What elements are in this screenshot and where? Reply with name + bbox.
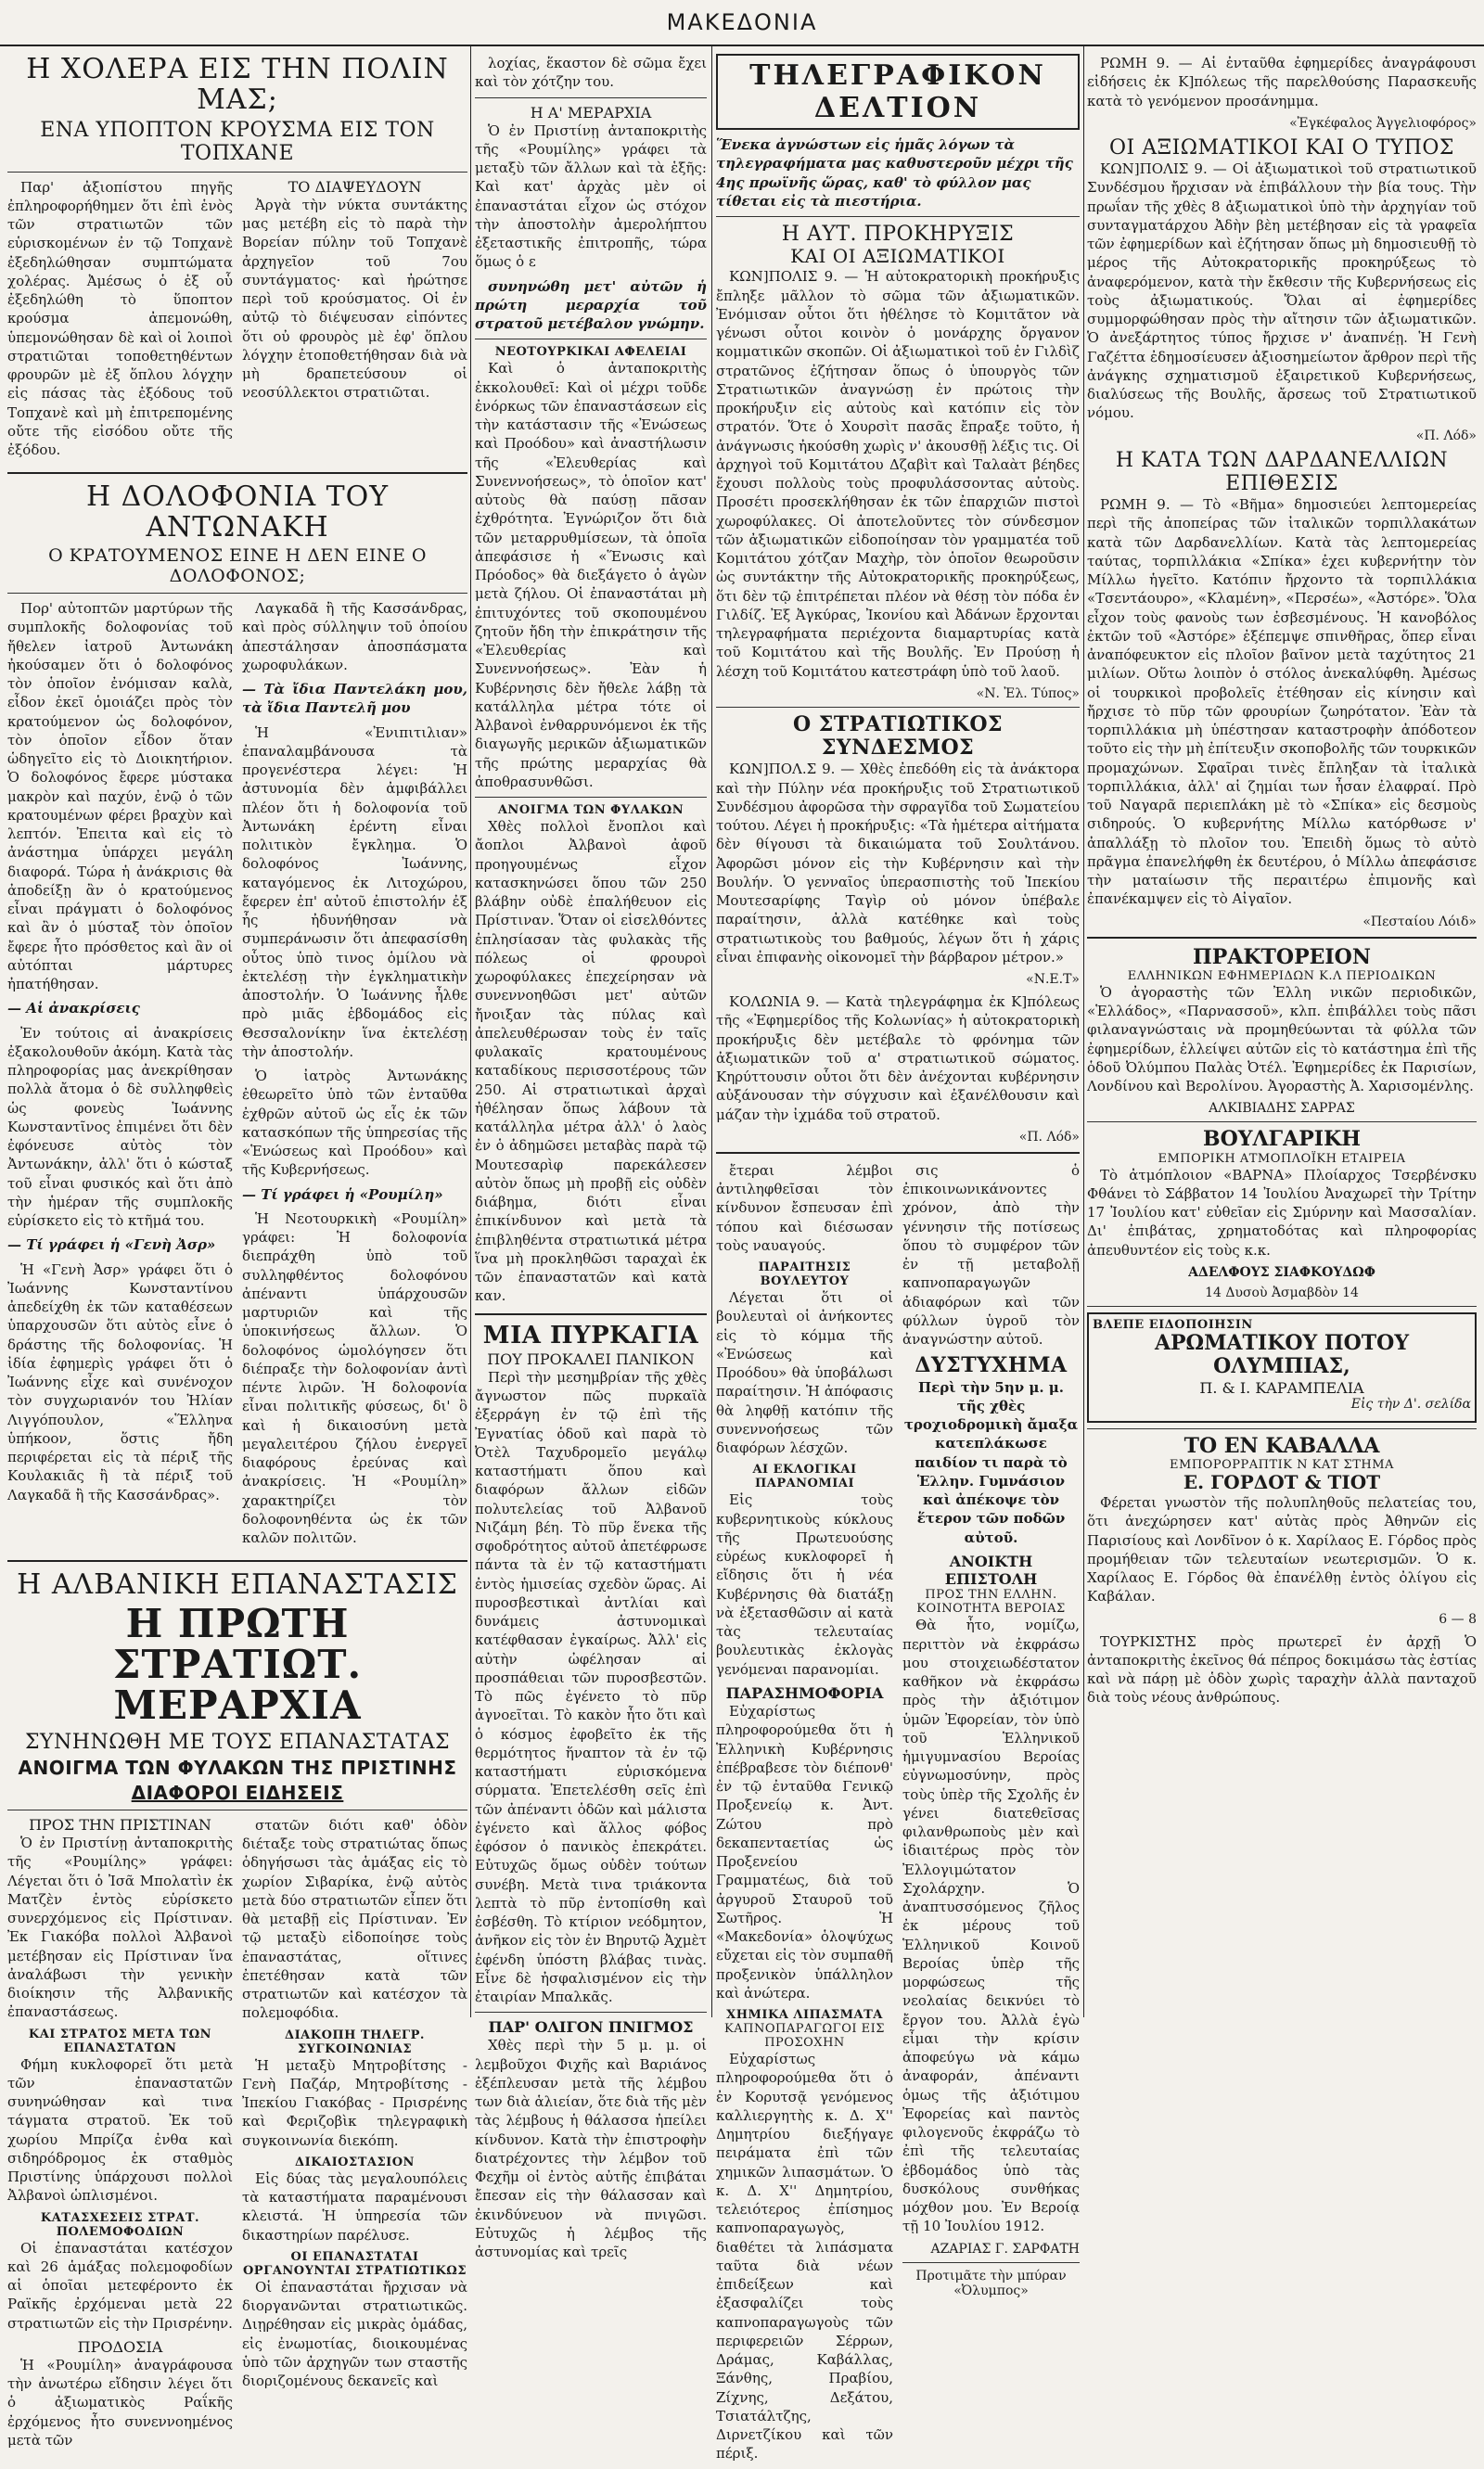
headline-open-letter: ΑΝΟΙΚΤΗ ΕΠΙΣΤΟΛΗ xyxy=(944,1552,1038,1589)
ad-text: Φέρεται γνωστὸν τῆς πολυπληθοῦς πελατείας του, ὅτι ἀνεχώρησεν κατ' αὐτὰς πρὸς Ἀθηνῶν εἰς Παρισίους καὶ Λονδῖνον ὁ κ. Χαρίλαος Ε. Γόρδος πρὸς προμήθειαν τῶν τελευταίων νεωτερισμῶν. Ὁ κ. Χαρίλαος Ε. Γόρδος θὰ ἐπανέλθῃ ἐντὸς ὀλίγου εἰς Καβάλαν. xyxy=(1087,1494,1477,1605)
section-heading: ΝΕΟΤΟΥΡΚΙΚΑΙ ΑΦΕΛΕΙΑΙ xyxy=(494,345,687,360)
section-heading: ΧΗΜΙΚΑ ΛΙΠΑΣΜΑΤΑ xyxy=(726,2008,883,2023)
section-heading: — Αἱ ἀνακρίσεις xyxy=(7,1000,140,1017)
ad-signature: ΑΛΚΙΒΙΑΔΗΣ ΣΑΡΡΑΣ xyxy=(1209,1101,1355,1117)
masthead-title: ΜΑΚΕΔΟΝΙΑ xyxy=(666,9,818,35)
article-text: Παρ' ἀξιοπίστου πηγῆς ἐπληροφορήθημεν ὅτι ἐπὶ ἑνὸς τῶν στρατιωτῶν τῶν εὑρισκομένων ἐν τῷ Τοπχανὲ ἐξεδηλώθησαν συμπτώματα χολέρας. Ἀμέσως ὁ ἐξ οὗ ἐξεδηλώθη τὸ ὕποπτον κρούσμα ἀπεμονώθη, ὑπεμονώθησαν δὲ καὶ οἱ λοιποὶ στρατιῶται τοποθετηθέντων φρουρῶν μὲ ἐξ ὅπλου λόγχην εἰς πάσας τὰς ἐξόδους τοῦ Τοπχανὲ καὶ μὴ ἐπιτρεπομένης οὔτε τῆς εἰσόδου οὔτε τῆς ἐξόδου. xyxy=(7,178,233,459)
article-text: Οἱ ἐπαναστάται ἤρχισαν νὰ διοργανῶνται στρατιωτικῶς. Διῃρέθησαν εἰς μικρὰς ὁμάδας, εἰς ἐνωμοτίας, διοικουμένας ὑπὸ τῶν ἀρχηγῶν των σταστῆς διοριζομένους δεκανεῖς καὶ xyxy=(242,2278,467,2390)
headline-first-division: Η ΠΡΩΤΗ ΣΤΡΑΤΙΩΤ. ΜΕΡΑΡΧΙΑ xyxy=(112,1601,363,1729)
source-signature: «Ἐγκέφαλος Ἀγγελιοφόρος» xyxy=(1289,115,1477,131)
ad-title: ΠΡΑΚΤΟΡΕΙΟΝ xyxy=(1193,944,1371,969)
article-text: Ἡ «Γενὴ Ἀσρ» γράφει ὅτι ὁ Ἰωάννης Κωνσταντίνου ἀπεδείχθη ἐκ τῶν καταθέσεων ὑπαρχουσῶν ὅτι αὐτὸς εἶνε ὁ δράστης τῆς δολοφονίας. Ἡ ἰδία ἐφημερὶς γράφει ὅτι ὁ Ἰωάννης εἶχε καὶ συνένοχον τὸν συγχωριανόν του Ἠλίαν Λιγγόπουλον, «Ἕλληνα ὑπήκοον, ὅστις ἤδη περιφέρεται εἰς τὰ πέριξ τῆς Κουλακιᾶς ἢ τὰ πέριξ τοῦ Λαγκαδᾶ ἢ τῆς Κασσάνδρας». xyxy=(7,1260,233,1503)
section-heading: ΑΙ ΕΚΛΟΓΙΚΑΙ ΠΑΡΑΝΟΜΙΑΙ xyxy=(752,1463,857,1491)
article-text: Εἰς τοὺς κυβερνητικοὺς κύκλους τῆς Πρωτευούσης εὐρέως κυκλοφορεῖ ἡ εἴδησις ὅτι ἡ νέα Κυβέρνησις θὰ διατάξῃ νὰ ἐξετασθῶσιν αἱ κατὰ τὰς τελευταίας βουλευτικὰς ἐκλογὰς γενόμεναι παρανομίαι. xyxy=(716,1491,893,1678)
section-heading: ΔΙΑΚΟΠΗ ΤΗΛΕΓΡ. ΣΥΓΚΟΙΝΩΝΙΑΣ xyxy=(285,2028,425,2056)
source-signature: «Π. Λόδ» xyxy=(1018,1129,1080,1145)
divider xyxy=(475,2012,707,2013)
column-divider xyxy=(711,46,712,2017)
article-text: Φήμη κυκλοφορεῖ ὅτι μετὰ τῶν ἐπαναστατῶν συνηνώθησαν καὶ τινα τάγματα στρατοῦ. Ἐκ τοῦ χωρίου Μπρίζα ἐνθα καὶ σιδηρόδρομος ἐκ σταθμὸς Πριστίνης ὑπάρχουσι πολλοὶ Ἀλβανοὶ ὡπλισμένοι. xyxy=(7,2055,233,2205)
ad-title: ΑΡΩΜΑΤΙΚΟΥ ΠΟΤΟΥ ΟΛΥΜΠΙΑΣ, xyxy=(1154,1330,1410,1379)
article-text: Ἡ «Ἐνιπιτιλιαν» ἐπαναλαμβάνουσα τὰ προγενέστερα λέγει: Ἡ ἀστυνομία δὲν ἀμφιβάλλει πλέον ὅτι ἡ δολοφονία τοῦ Ἀντωνάκη ἐρέντη εἶναι πολιτικὸν ἔγκλημα. Ὁ δολοφόνος Ἰωάννης, καταγόμενος ἐκ Λιτοχώρου, ἔφερεν ἐπ' αὐτοῦ ἐπιστολήν ἐξ ἧς ἠδυνήθησαν νὰ συμπεράνωσιν ὅτι ἀπεφασίσθη οὗτος ὑπὸ τινος ὁμίλου νὰ ἐκτελέσῃ τὴν ἐγκληματικὴν ἀποστολήν. Ὁ Ἰωάννης ἦλθε πρὸ μιᾶς ἑβδομάδος εἰς Θεσσαλονίκην ἵνα ἐκτελέσῃ τὴν ἀποστολήν. xyxy=(242,723,467,1060)
ad-subtitle: Π. & Ι. ΚΑΡΑΜΠΕΛΙΑ xyxy=(1199,1378,1364,1397)
author-signature: ΑΖΑΡΙΑΣ Γ. ΣΑΡΦΑΤΗ xyxy=(930,2241,1080,2257)
article-text: ΚΩΝ]ΠΟΛΙΣ 9. — Οἱ ἀξιωματικοὶ τοῦ στρατιωτικοῦ Συνδέσμου ἤρχισαν νὰ ἐπιβάλλουν τὴν βία τους. Τὴν πρωΐαν τῆς χθὲς 8 ἀξιωματικοὶ ὑπὸ τὴν ἀρχηγίαν τοῦ συνταγματάρχου Ἀδὴν βὲη μετέβησαν εἰς τὰ γραφεῖα τῶν ἐφημερίδων καὶ ἐζήτησαν ὅπως μὴ δημοσιευθῇ τὸ μέρος τῆς Αὐτοκρατορικῆς προκηρύξεως τὸ ἀναφερόμενον, κατὰ τὴν ἔκθεσιν τῆς Κυβερνήσεως εἰς τοὺς ἀξιωματικούς. Ὅλαι αἱ ἐφημερίδες συμμορφώθησαν πρὸς τὴν αἴτησιν τῶν ἀξιωματικῶν. Ὁ ἀνεξάρτητος τύπος ἤρχισε ν' ἀναπνέῃ. Ἡ Γενὴ Γαζέττα ἐδημοσίευσεν ἀξιοσημείωτον ἄρθρον περὶ τῆς ἀνάγκης σχηματισμοῦ ἐξαιρετικοῦ Κυβερνήσεως, διαλύσεως τῆς Βουλῆς, ἄρσεως τοῦ Στρατιωτικοῦ νόμου. xyxy=(1087,160,1477,422)
section-heading: ΚΑΤΑΣΧΕΣΕΙΣ ΣΤΡΑΤ. ΠΟΛΕΜΟΦΟΔΙΩΝ xyxy=(40,2210,200,2239)
article-text: Ἡ «Ρουμίλη» ἀναγράφουσα τὴν ἀνωτέρω εἴδησιν λέγει ὅτι ὁ ἀξιωματικὸς Ραΐκῆς ἐρχόμενος ἦτο συνεννοημένος μετὰ τῶν xyxy=(7,2356,233,2449)
section-heading: ΠΡΟΔΟΣΙΑ xyxy=(77,2337,163,2356)
headline-cholera: Η ΧΟΛΕΡΑ ΕΙΣ ΤΗΝ ΠΟΛΙΝ ΜΑΣ; xyxy=(26,53,449,116)
ad-address: 14 Δυσοὺ Ἀσμαβδὸν 14 xyxy=(1205,1285,1359,1300)
column-divider xyxy=(470,46,471,2017)
article-text: Θὰ ἦτο, νομίζω, περιττὸν νὰ ἐκφράσω μου στοιχειωδέστατον καθῆκον νὰ ἐκφράσω πρὸς τὴν ἀξιότιμον ὑμῶν Ἐφορείαν, τὸν ὑπὸ τοῦ Ἑλληνικοῦ ἡμιγυμνασίου Βεροίας εὐγνωμοσύνην, πρὸς τοὺς ὑπὲρ τῆς Σχολῆς ἐν γένει διατεθεῖσας φιλανθρωποὺς μὲν καὶ ἰδιαιτέρως πρὸς τὸν Ἐλλογιμώτατον Σχολάρχην. Ὁ ἀναπτυσσόμενος ζῆλος ἐκ μέρους τοῦ Ἑλληνικοῦ Κοινοῦ Βεροίας ὑπὲρ τῆς μορφώσεως τῆς νεολαίας δεικνύει τὸ ἔργον του. Ἀλλὰ ἐγὼ εἶμαι τὴν κρίσιν ἀποφεύγω νὰ κάμω ἀναφοράν, ἀπέναντι ὁμως τῆς ἀξιότιμου Ἐφορείας καὶ παντὸς φιλογενοῦς ἐκφράζω τὸ ἐπὶ τῆς τελευταίας ἐβδομάδος ὑπὸ τὰς δυσκόλους συνθήκας μόχθον μου. Ἐν Βεροίᾳ τῇ 10 Ἰουλίου 1912. xyxy=(902,1617,1080,2235)
article-text: στατῶν διότι καθ' ὁδὸν διέταξε τοὺς στρατιώτας ὅπως ὁδηγήσωσι τὰς ἁμάξας εἰς τὸ χωρίον Σιβαρίκα, ἐνῷ αὐτὸς μετὰ δύο στρατιωτῶν εἶπεν ὅτι θὰ μεταβῇ εἰς Πρίστιναν. Ἐν τῷ μεταξὺ εἰδοποίησε τοὺς ἐπαναστάτας, οἵτινες ἐπετέθησαν κατὰ τῶν στρατιωτῶν καὶ κατέσχον τὰ πολεμοφόδια. xyxy=(242,1816,467,2022)
subheadline-murder: Ο ΚΡΑΤΟΥΜΕΝΟΣ ΕΙΝΕ Η ΔΕΝ ΕΙΝΕ Ο ΔΟΛΟΦΟΝΟΣ; xyxy=(48,545,427,587)
column-3 xyxy=(716,54,1080,2463)
article-text: λοχίας, ἕκαστον δὲ σῶμα ἔχει καὶ τὸν χότζην του. xyxy=(475,55,707,91)
headline-murder: Η ΔΟΛΟΦΟΝΙΑ ΤΟΥ ΑΝΤΩΝΑΚΗ xyxy=(85,480,390,544)
ad-title: ΤΟ ΕΝ ΚΑΒΑΛΛΑ xyxy=(1183,1433,1380,1458)
column-2 xyxy=(475,54,707,2261)
column-divider xyxy=(1083,46,1084,2017)
headline-albanian-revolt: Η ΑΛΒΑΝΙΚΗ ΕΠΑΝΑΣΤΑΣΙΣ xyxy=(17,1568,458,1602)
ad-text: ΤΟΥΡΚΙΣΤΗΣ πρὸς πρωτερεῖ ἐν ἀρχῇ Ὁ ἀνταποκριτὴς ἐκεῖνος θά πέπρος δοκιμάσω τὰς ἑστίας καὶ νὰ πάρῃ μὲ ὁδὸν χωρὶς ταραχὴν ἀλλὰ πανταχοῦ διὰ τοὺς νέους ἀνθρώπους. xyxy=(1087,1632,1477,1707)
article-text: Ἡ Νεοτουρκικὴ «Ρουμίλη» γράφει: Ἡ δολοφονία διεπράχθη ὑπὸ τοῦ συλληφθέντος δολοφόνου ἀπέναντι ὑπάρχουσῶν μαρτυριῶν καὶ τῆς ὑποκινήσεως ἄλλων. Ὁ δολοφόνος ὡμολόγησεν ὅτι διέπραξε τὴν δολοφονίαν ἀντὶ πέντε λιρῶν. Ἡ δολοφονία εἶναι πολιτικῆς φύσεως, δι' ὃ καὶ ἡ δικαιοσύνη μετὰ μεγαλειτέρου ζήλου ἐνεργεῖ διαφόρους ἐρεύνας καὶ ἀνακρίσεις. Ἡ «Ρουμίλη» χαρακτηρίζει τὸν δολοφονηθέντα ὡς ἐκ τῶν καλῶν πολιτῶν. xyxy=(242,1209,467,1547)
article-text: ἔτεραι λέμβοι ἀντιληφθεῖσαι τὸν κίνδυνον ἔσπευσαν ἐπὶ τόπου καὶ διέσωσαν τοὺς ναυαγούς. xyxy=(716,1161,893,1254)
article-text: Εὐχαρίστως πληροφορούμεθα ὅτι ἡ Ἑλληνικὴ Κυβέρνησις ἐπέβραβεσε τὸν διέπονθ' ἐν τῷ ἐνταῦθα Γενικῷ Προξενείῳ κ. Ἀντ. Ζώτου πρὸ δεκαπενταετίας ὡς Προξενείου Γραμματέως, διὰ τοῦ ἀργυροῦ Σταυροῦ τοῦ Σωτῆρος. Ἡ «Μακεδονία» ὁλοψύχως εὔχεται εἰς τὸν συμπαθῆ προξενικὸν ὑπάλληλον καὶ ἀνώτερα. xyxy=(716,1703,893,2002)
article-text: Οἱ ἐπαναστάται κατέσχον καὶ 26 ἁμάξας πολεμοφοδίων αἱ ὁποῖαι μετεφέροντο ἐκ Ραϊκῆς ἐρχόμεναι μετὰ 22 στρατιωτῶν εἰς τὴν Πρισρένην. xyxy=(7,2239,233,2332)
divider xyxy=(716,707,1080,708)
article-text: Λέγεται ὅτι οἱ βουλευταὶ οἱ ἀνήκοντες εἰς τὸ κόμμα τῆς «Ἐνώσεως καὶ Προόδου» θὰ ὑποβάλωσι παραίτησιν. Ἡ ἀπόφασις θὰ ληφθῇ κατόπιν τῆς συνεννοήσεως τῶν διαφόρων λέσχῶν. xyxy=(716,1289,893,1457)
divider xyxy=(475,797,707,798)
section-heading: ΠΑΡΑΣΗΜΟΦΟΡΙΑ xyxy=(725,1683,884,1702)
article-text: Χθὲς πολλοὶ ἔνοπλοι καὶ ἄοπλοι Ἀλβανοὶ ἀφοῦ προηγουμένως εἶχον κατασκηνώσει ὅπου τῶν 250 βλάβην οὐδὲ ἐπαλήθευον εἰς Πρίστιναν. Ὅταν οἱ εἰσελθόντες ἐπλησίασαν τὰς φυλακὰς τῆς πόλεως οἱ φρουροὶ χωροφύλακες ἐπεχείρησαν νὰ συνεννοηθῶσι μετ' αὐτῶν ἤνοιξαν τὰς πύλας καὶ ἀπελευθέρωσαν τοὺς ἐν ταῖς φυλακαῖς κρατουμένους καταδίκους περισσοτέρους τῶν 250. Αἱ στρατιωτικαὶ ἀρχαὶ ἠθέλησαν ὅπως λάβουν τὰ κατάλληλα μέτρα ἀλλ' ὁ λαὸς ἐν ὁ ἀδημῶσει μεταβὰς παρὰ τῷ Μουτεσαρὶφ παρεκάλεσεν αὐτὸν ὅπως μὴ προβῇ εἰς οὐδὲν διάβημα, διότι εἶναι ἐπικίνδυνον καὶ μετὰ τὰ ἐπιβληθέντα στρατιωτικά μέτρα ἵνα μὴ προκληθῶσι ταραχαὶ ἐκ τῶν ἐπαναστατῶν καὶ κατὰ καν. xyxy=(475,818,707,1305)
subheadline-prisons: ΑΝΟΙΓΜΑ ΤΩΝ ΦΥΛΑΚΩΝ ΤΗΣ ΠΡΙΣΤΙΝΗΣ xyxy=(18,1756,457,1779)
article-text: Ὁ ἐν Πριστίνῃ ἀνταποκριτὴς τῆς «Ρουμίλης» γράφει τὰ μεταξὺ τῶν ἄλλων καὶ τὰ ἑξῆς: Καὶ κατ' ἀρχὰς μὲν οἱ ἐπαναστάται εἶχον ὡς στόχον τὴν ἀποστολὴν ἀμερολήπτου ἐξεταστικῆς ἐπιτροπῆς, τώρα ὅμως ὁ ε xyxy=(475,122,707,271)
divider xyxy=(7,172,467,173)
section-heading: ΠΑΡΑΙΤΗΣΙΣ ΒΟΥΛΕΥΤΟΥ xyxy=(758,1260,851,1289)
divider xyxy=(7,593,467,594)
ad-title: ΒΟΥΛΓΑΡΙΚΗ xyxy=(1203,1127,1361,1152)
section-heading: ΑΝΟΙΓΜΑ ΤΩΝ ΦΥΛΑΚΩΝ xyxy=(497,803,684,818)
subheadline-joined: ΣΥΝΗΝΩΘΗ ΜΕ ΤΟΥΣ ΕΠΑΝΑΣΤΑΤΑΣ xyxy=(24,1730,451,1754)
source-signature: «Ν.Ε.Τ» xyxy=(1026,972,1080,988)
ad-text: Ὁ ἀγοραστὴς τῶν Ἐλλη νικῶν περιοδικῶν, «Ἑλλάδος», «Παρνασσοῦ», κλπ. ἐπιβάλλει τοὺς πᾶσι φιλαναγνώσταις νὰ προμηθεύωνται τὰ φύλλα τῶν ἐφημερίδων, ἐλλείψει αὐτῶν εἰς τὸ κατάστημα ἐπὶ τῆς ὁδοῦ Ὀλύμπου Παλὰς Ὀτέλ. Ἐφημερίδες ἐκ Παρισίων, Λονδίνου καὶ Βερολίνου. Ἀγοραστὴς Ἀ. Χαρισομένλης. xyxy=(1087,983,1477,1095)
article-text: Πορ' αὐτοπτῶν μαρτύρων τῆς συμπλοκῆς δολοφονίας τοῦ ἤθελεν ἰατροῦ Ἀντωνάκη ἠκούσαμεν ὅτι ὁ δολοφόνος τὸν ὁποῖον ἐνόμισαν καλὰ, εἶδον ἐκεῖ ὁμοιάζει πρὸς τὸν κρατούμενον ὡς δολοφόνον, τὸν ὁποῖον εἶδον ὅταν ὡδηγεῖτο εἰς τὸ Διοικητήριον. Ὁ δολοφόνος ἔφερε μύστακα μακρὸν καὶ παχύν, ἐνῷ ὁ τῶν κρατουμένων φέρει βραχὺν καὶ λεπτόν. Ἐπειτα καὶ εἰς τὸ ἀνάστημα ὑπάρχει μεγάλη διαφορά. Τώρα ἡ ἀνάκρισις θὰ ἀποδείξῃ ἂν ὁ κρατούμενος εἶναι πράγματι ὁ δολοφόνος καὶ ἂν ὁ μύσταξ τὸν ὁποῖον ἔφερε ἦτο πρόσθετος καὶ ἂν οἱ αὐτόπται μάρτυρες ἠπατήθησαν. xyxy=(7,600,233,993)
article-text: Χθὲς περὶ τὴν 5 μ. μ. οἱ λεμβοῦχοι Φιχῆς καὶ Βαριάνος ἐξέπλευσαν μετὰ τῆς λέμβου των διὰ ἁλιείαν, ὅτε διὰ τῆς μὲν τὰς λέμβους ἡ θάλασσα ἠπείλει κίνδυνον. Κατὰ τὴν ἐπιστροφὴν διατρέχοντες τὴν λέμβον τοῦ Φεχῆμ οἱ ἐντὸς αὐτῆς ἐπιβάται ἔπεσαν εἰς τὴν θάλασσαν καὶ ἐκινδύνευον νὰ πνιγῶσι. Εὐτυχῶς ἡ λέμβος τῆς ἀστυνομίας καὶ τρεῖς xyxy=(475,2037,707,2261)
section-heading: — Τὰ ἴδια Παντελάκη μου, τὰ ἴδια Παντελῆ μου xyxy=(242,681,467,717)
ad-kavala xyxy=(1087,1435,1477,1708)
ad-line: Προτιμᾶτε τὴν μπύραν «Ὀλυμπος» xyxy=(915,2268,1067,2298)
ad-signature: ΑΔΕΛΦΟΥΣ ΣΙΑΦΚΟΥΔΩΦ xyxy=(1188,1264,1375,1280)
divider xyxy=(1087,1306,1477,1307)
section-heading: ΠΡΟΣ ΤΗΝ ΠΡΙΣΤΙΝΑΝ xyxy=(29,1815,211,1834)
divider xyxy=(716,216,1080,217)
subheadline-fire: ΠΟΥ ΠΡΟΚΑΛΕΙ ΠΑΝΙΚΟΝ xyxy=(487,1350,695,1368)
subheadline-news: ΔΙΑΦΟΡΟΙ ΕΙΔΗΣΕΙΣ xyxy=(131,1781,344,1804)
divider xyxy=(902,2262,1080,2263)
section-heading: ΟΙ ΕΠΑΝΑΣΤΑΤΑΙ ΟΡΓΑΝΟΥΝΤΑΙ ΣΤΡΑΤΙΩΤΙΚΩΣ xyxy=(242,2249,467,2278)
divider xyxy=(475,1313,707,1315)
section-heading: — Τί γράφει ἡ «Ρουμίλη» xyxy=(242,1185,443,1203)
ad-number: 6 — 8 xyxy=(1439,1611,1477,1627)
article-murder xyxy=(7,599,467,1553)
headline-dardanelles: Η ΚΑΤΑ ΤΩΝ ΔΑΡΔΑΝΕΛΛΙΩΝ ΕΠΙΘΕΣΙΣ xyxy=(1115,448,1449,495)
divider xyxy=(475,97,707,98)
article-text: Εὐχαρίστως πληροφορούμεθα ὅτι ὁ ἐν Κορυτσᾷ γενόμενος καλλιεργητὴς κ. Δ. Χ'' Δημητρίου διεξήγαγε πειράματα ἐπὶ τῶν χημικῶν λιπασμάτων. Ὁ κ. Δ. Χ'' Δημητρίου, τελειότερος ἐπίσημος καπνοπαραγωγὸς, διαθέτει τὰ λιπάσματα ταῦτα διὰ νέων ἐπιδείξεων καὶ ἐξασφαλίζει τοὺς καπνοπαραγωγοὺς τῶν περιφερειῶν Σέρρων, Δράμας, Καβάλλας, Ξάνθης, Πραβίου, Ζίχνης, Δεξάτου, Τσιατάλτζης, Διρνετζίκου καὶ τῶν πέριξ. xyxy=(716,2051,893,2463)
ad-note: ΒΛΕΠΕ ΕΙΔΟΠΟΙΗΣΙΝ xyxy=(1093,1317,1253,1332)
headline-accident: ΔΥΣΤΥΧΗΜΑ xyxy=(915,1353,1068,1378)
headline-officers-press: ΟΙ ΑΞΙΩΜΑΤΙΚΟΙ ΚΑΙ Ο ΤΥΠΟΣ xyxy=(1109,135,1454,160)
source-signature: «Π. Λόδ» xyxy=(1415,428,1477,443)
ad-shipping xyxy=(1087,1128,1477,1300)
ad-page-ref: Εἰς τὴν Δ'. σελίδα xyxy=(1350,1396,1471,1412)
article-text: Ἡ μεταξὺ Μητροβίτσης - Γενὴ Παζάρ, Μητροβίτσης - Ἰπεκίου Γιακόβας - Πρισρένης καὶ Φεριζοβὶκ τηλεγραφικὴ συγκοινωνία διεκόπη. xyxy=(242,2056,467,2149)
article-text: Ἐν τούτοις αἱ ἀνακρίσεις ἐξακολουθοῦν ἀκόμη. Κατὰ τὰς πληροφορίας μας ἀνεκρίθησαν πολλὰ ἄτομα ὁ δὲ συλληφθεὶς ὡς φονεὺς Ἰωάννης Κωνσταντῖνος ἐπιμένει ὅτι δὲν ἐφόνευσε αὐτὸς τὸν Ἀντωνάκην, ἀλλ' ὅτι ὁ κώσταξ τοῦ εἶναι φυσικός καὶ ὅτι ἀπὸ τὴν ἡμέραν τῆς συμπλοκῆς εὑρίσκετο εἰς τὸ κτῆμά του. xyxy=(7,1024,233,1230)
headline-fire: ΜΙΑ ΠΥΡΚΑΓΙΑ xyxy=(482,1321,699,1350)
article-text: Ὁ ἐν Πριστίνῃ ἀνταποκριτὴς τῆς «Ρουμίλης» γράφει: Λέγεται ὅτι ὁ Ἰσᾶ Μπολατὶν ἐκ Ματζὲν ἐντὸς εὑρίσκετο συνερχόμενος εἰς Πρίστιναν. Ἐκ Γιακόβα πολλοὶ Ἀλβανοὶ μετέβησαν εἰς Πρίστιναν ἵνα ἀναλάβωσι τὴν γενικὴν διοίκησιν τῆς Ἀλβανικῆς ἐπαναστάσεως. xyxy=(7,1835,233,2021)
ad-text: Τὸ ἀτμόπλοιον «ΒΑΡΝΑ» Πλοίαρχος Τσερβένσκυ Φθάνει τὸ Σάββατον 14 Ἰουλίου Ἀναχωρεῖ τὴν Τρίτην 17 Ἰουλίου κατ' εὐθεῖαν εἰς Σμύρνην καὶ Μασσαλίαν. Δι' ἐπιβάτας, χρηματοδότας καὶ πληροφορίας ἀπευθυντέον εἰς τοὺς κ.κ. xyxy=(1087,1166,1477,1259)
divider xyxy=(7,472,467,474)
article-text: Ἀργὰ τὴν νύκτα συντάκτης μας μετέβη εἰς τὸ παρὰ τὴν Βορείαν πύλην τοῦ Τοπχανὲ ἀρχηγεῖον τοῦ 7ου συντάγματος· καὶ ἠρώτησε περὶ τοῦ κρούσματος. Οἱ ἐν αὐτῷ τὸ διέψευσαν εἰπόντες ὅτι οὐ φρουρὸς μὲ ἐφ' ὅπλου λόγχην ἐτοποθετήθησαν διὰ νὰ μὴ δραπετεύσουν οἱ νεοσύλλεκτοι στρατιῶται. xyxy=(242,196,467,402)
ad-subtitle: ΕΛΛΗΝΙΚΩΝ ΕΦΗΜΕΡΙΔΩΝ Κ.Λ ΠΕΡΙΟΔΙΚΩΝ xyxy=(1127,968,1437,983)
subheadline-cholera: ΕΝΑ ΥΠΟΠΤΟΝ ΚΡΟΥΣΜΑ ΕΙΣ ΤΟΝ ΤΟΠΧΑΝΕ xyxy=(40,119,435,166)
divider xyxy=(7,1560,467,1562)
divider xyxy=(716,1152,1080,1154)
article-text: συνηνώθη μετ' αὐτῶν ἡ πρώτη μεραρχία τοῦ στρατοῦ μετέβαλον γνώμην. xyxy=(475,277,707,333)
divider xyxy=(1087,1428,1477,1429)
headline-proclamation: Η ΑΥΤ. ΠΡΟΚΗΡΥΞΙΣ xyxy=(781,223,1015,246)
article-text: Περὶ τὴν 5ην μ. μ. τῆς χθὲς τροχιοδρομικὴ ἄμαξα κατεπλάκωσε παιδίον τι παρὰ τὸ Ἑλλην. Γυμνάσιον καὶ ἀπέκοψε τὸν ἕτερον τῶν ποδῶν αὐτοῦ. xyxy=(903,1378,1079,1546)
section-subheading: ΚΑΠΝΟΠΑΡΑΓΩΓΟΙ ΕΙΣ ΠΡΟΣΟΧΗΝ xyxy=(724,2022,885,2051)
article-text: Λαγκαδᾶ ἢ τῆς Κασσάνδρας, καὶ πρὸς σύλληψιν τοῦ ὁποίου ἀπεστάλησαν ἀποσπάσματα χωροφυλάκων. xyxy=(242,600,467,673)
section-heading: — Τί γράφει ἡ «Γενὴ Ἀσρ» xyxy=(7,1236,216,1254)
section-heading: ΚΑΙ ΣΤΡΑΤΟΣ ΜΕΤΑ ΤΩΝ ΕΠΑΝΑΣΤΑΤΩΝ xyxy=(28,2027,212,2055)
article-text: σις ὁ ἐπικοινωνικάνοντες χρόνον, ἀπὸ τὴν γέννησιν τῆς ποτίσεως ὅπου τὸ συμφέρον τῶν ἐν τῇ μεταβολῇ καπνοπαραγωγῶν ἀδιαφόρων καὶ τῶν φύλλων ὑγροῦ τὸν ἀναγνώστην αὐτοῦ. xyxy=(902,1161,1080,1349)
article-text: ΡΩΜΗ 9. — Αἱ ἐνταῦθα ἐφημερίδες ἀναγράφουσι εἰδήσεις ἐκ Κ]πόλεως τῆς παρελθούσης Παρασκευῆς κατὰ τὸ γενόμενον προσάνημμα. xyxy=(1087,55,1477,109)
article-text: ΚΩΝ]ΠΟΛΙΣ 9. — Ἡ αὐτοκρατορικὴ προκήρυξις ἔπληξε μᾶλλον τὸ σῶμα τῶν ἀξιωματικῶν. Ἐνόμισαν οὗτοι ὅτι ἠθέλησε τὸ Κομιτᾶτον νὰ γένωσι οὗτοι κοινὸν ὁ μονάρχης ὄργανον κομματικῶν σκοπῶν. Οἱ ἀξιωματικοὶ τοῦ ἐν Γιλδὶζ στρατῶνος ἐζήτησαν ὅπως ὁ ὑπουργὸς τῶν Στρατιωτικῶν ἀναγνώσῃ ἐν πρώτοις τὴν προκήρυξιν εἰς αὐτοὺς καὶ κατόπιν εἰς τὸν στρατόν. Ὅτε ὁ Χουρσὶτ πασᾶς ἔπραξε τοῦτο, ἡ ἀνάγνωσις ἠκούσθη χωρὶς ν' ἀκουσθῇ λέξις τις. Οἱ ἀρχηγοὶ τοῦ Κομιτάτου Δζαβὶτ καὶ Ταλαὰτ βέηδες ἔχουσι πολλοὺς τοὺς προφυλάσσοντας αὐτοὺς. Προσέτι προσεκλήθησαν ἐκ τῶν ἐπαρχιῶν πιστοὶ χωροφύλακες. Οἱ ἀποτελοῦντες τὸν σύνδεσμον τῶν ἀξιωματικῶν εἰδοποίησαν τὸν γραμματέα τοῦ Κομιτάτου χότζαν Μαχὴρ, τὸν ὁποῖον θεωροῦσιν ὡς συντάκτην τῆς Αὐτοκρατορικῆς προκηρύξεως, ὅτι δὲν τῷ ἐπιτρέπεται πλέον νὰ θέσῃ τὸν πόδα ἐν Γιλδίζ. Ἐξ Ἀγκύρας, Ἰκονίου καὶ Ἀδάνων ἔρχονται τηλεγραφήματα περιέχοντα διαμαρτυρίας κατὰ τοῦ Κομιτάτου καὶ τῆς Βουλῆς. Ἐν Προύσῃ ἡ λέσχη τοῦ Κομιτάτου κατεστράφη ὑπὸ τοῦ λαοῦ. xyxy=(716,268,1080,680)
notice-text: Ἕνεκα ἀγνώστων εἰς ἡμᾶς λόγων τὰ τηλεγραφήματα μας καθυστεροῦν μέχρι τῆς 4ης πρωϊνῆς ὥρας, καθ' τὸ φύλλον μας τίθεται εἰς τὰ πιεστήρια. xyxy=(716,136,1073,210)
ad-subtitle: ΕΜΠΟΡΟΡΡΑΠΤΙΚ Ν ΚΑΤ ΣΤΗΜΑ xyxy=(1170,1458,1394,1473)
article-text: ΚΩΝ]ΠΟΛ.Σ 9. — Χθὲς ἐπεδόθη εἰς τὰ ἀνάκτορα καὶ τὴν Πύλην νέα προκήρυξις τοῦ Στρατιωτικοῦ Συνδέσμου ἀφορῶσα τὴν σφραγῖδα τοῦ Σωματείου τούτου. Λέγει ἡ προκήρυξις: «Τὰ ἡμέτερα αἰτήματα δὲν θίγουσι τὰ δικαιώματα τοῦ Σουλτάνου. Ἀφορῶσι μόνον εἰς τὴν Κυβέρνησιν καὶ τὴν Βουλήν. Ὁ γενναῖος ὑπερασπιστὴς τοῦ Ἰπεκίου Μουτεσαρίφης Ταγὶρ οὐ μόνον ὑπέβαλε παραίτησιν, ἀλλὰ κατέθηκε καὶ τοὺς στρατιωτικοὺς του βαθμούς, λέγων ὅτι ἡ χάρις εἶναι ἐπιφανὴς οἰκονομεῖ τὴν βάρβαρον μέτρον.» xyxy=(716,761,1080,966)
ad-olympia xyxy=(1087,1312,1477,1423)
section-heading: ΔΙΚΑΙΟΣΤΑΣΙΟΝ xyxy=(295,2155,415,2169)
ad-subtitle: ΕΜΠΟΡΙΚΗ ΑΤΜΟΠΛΟΪΚΗ ΕΤΑΙΡΕΙΑ xyxy=(1158,1151,1406,1166)
article-text: ΡΩΜΗ 9. — Τὸ «Βῆμα» δημοσιεύει λεπτομερείας περὶ τῆς ἀποπείρας τῶν ἰταλικῶν τορπιλλακάτων κατὰ τῶν Δαρδανελλίων. Κατὰ τὰς λεπτομερείας ταύτας, τορπιλλάκια «Σπίκα» ἐχει κυβερνήτην τὸν Μίλλω ἡγεῖτο. Κατόπιν ἤρχοντο τὰ τορπιλλάκια «Τσεντάουρο», «Κλαμένη», «Περσέω», «Ἀστόρε». Ὅλα εἶχον τοὺς φανοὺς των ἐσβεσμένους. Ἡ κανοβόλος ἐκτῶν τοῦ «Ἀστόρε» ἐξέπεμψε σπινθῆρας, ὅπερ εἶναι ἀναπόφευκτον εἰς πλοῖον βαῖνον μετὰ ταχύτητος 21 μιλίων. Οὕτω λοιπὸν ὁ στόλος ἀνεκαλύφθη. Ἀμέσως οἱ τουρκικοὶ προβολεῖς ἐτέθησαν εἰς κίνησιν καὶ ἤρχισε τὸ πῦρ τῶν φρουρίων ζωηρότατον. Ἐὰν τὰ τορπιλλάκια μὴ ὑπέστησαν καταστροφὴν ἀπόδοτεον τοῦτο εἰς τὴν μὴ ἐπίτευξιν σκοποβολῆς τῶν τουρκικῶν προμαχώνων. Σφαῖραι τινὲς ἔπληξαν τὰ ἰταλικὰ τορπιλλάκια, ἀλλ' αἱ ζημίαι των ἦσαν ἐλαφραί. Πρὸ τοῦ Ναγαρᾶ περιεπλάκη μὲ τὸ «Σπίκα» εἰς δεσμοὺς σιδηρούς. Ὁ κυβερνήτης Μίλλω κατόρθωσε ν' ἀπαλλάξῃ τὸ πλοῖον του. Ἐπειδὴ ὅμως τὸ αὐτὸ πρᾶγμα ἐπανελήφθη ἐκ δευτέρου, ὁ Μίλλω ἀπεφάσισε τὴν ματαίωσιν τῆς περαιτέρω ἐπιμονῆς καὶ ἐπανέκαμψεν εἰς τὸ Αἰγαῖον. xyxy=(1087,496,1477,908)
article-text: Εἰς δύας τὰς μεγαλουπόλεις τὰ καταστήματα παραμένουσι κλειστά. Ἡ ὑπηρεσία τῶν δικαστηρίων παρέλυσε. xyxy=(242,2169,467,2244)
ad-agency xyxy=(1087,946,1477,1117)
article-cholera xyxy=(7,178,467,466)
headline-military-league: Ο ΣΤΡΑΤΙΩΤΙΚΟΣ ΣΥΝΔΕΣΜΟΣ xyxy=(792,711,1004,761)
article-text: Περὶ τὴν μεσημβρίαν τῆς χθὲς ἄγνωστον πῶς πυρκαϊὰ ἐξερράγη ἐν τῷ ἐπὶ τῆς Ἐγνατίας ὁδοῦ καὶ παρὰ τὸ Ὀτὲλ Ταχυδρομεῖο μεγάλῳ καταστήματι ὅπου καὶ διαφόρων ἄλλων εἰδῶν πολυτελείας τοῦ Ἀλβανοῦ Νιζάμη βέη. Τὸ πῦρ ἕνεκα τῆς σφοδρότητος αὐτοῦ ἀπετέφρωσε πάντα τὰ ἐν τῷ καταστήματι ἐντὸς ἡμισείας σχεδὸν ὥρας. Αἱ πυροσβεστικαὶ ἀντλίαι καὶ δυνάμεις ἀστυνομικαὶ κατέφθασαν ἐγκαίρως. Ἀλλ' εἰς αὐτὴν ὠφέλησαν αἱ προσπάθειαι τῶν πυροσβεστῶν. Τὸ πῶς ἐγένετο τὸ πῦρ ἀγνοεῖται. Τὸ κακὸν ἦτο ὅτι καὶ ὁ κόσμος ἐφοβεῖτο ἐκ τῆς θερμότητος ἥναπτον τὰ ἐν τῷ καταστήματι εὑρισκόμενα σύρματα. Ἐπετελέσθη σεῖς ἐπὶ τῶν ἀπέναντι ὁδῶν καὶ μάλιστα ἐγένετο καὶ ἄλλος φόβος ἐφόσον ὁ πανικὸς ἐπεκράτει. Εὐτυχῶς ὅμως οὐδὲν τούτων συνέβη. Μετὰ τινα τριάκοντα λεπτὰ τὸ πῦρ ἐντοπίσθη καὶ ἐσβέσθη. Τὸ κτίριον νεόδμητον, ἀνῆκον εἰς τὸν ἐν Βηρυτῷ Ἀχμὲτ ἐφένδη ὑπόστη βλάβας τινὰς. Εἶνε δὲ ἠσφαλισμένον εἰς τὴν ἐταιρίαν Μπαλκᾶς. xyxy=(475,1368,707,2006)
section-heading: ΠΑΡ' ΟΛΙΓΟΝ ΠΝΙΓΜΟΣ xyxy=(488,2018,694,2037)
section-subheading: ΠΡΟΣ ΤΗΝ ΕΛΛΗΝ. ΚΟΙΝΟΤΗΤΑ ΒΕΡΟΙΑΣ xyxy=(916,1588,1066,1617)
article-text: ΚΟΛΩΝΙΑ 9. — Κατὰ τηλεγράφημα ἐκ Κ]πόλεως τῆς «Ἐφημερίδος τῆς Κολωνίας» ἡ αὐτοκρατορικὴ προκήρυξις δὲν μετέβαλε τὸ φρόνημα τῶν ἀξιωματικῶν τοῦ α' στρατιωτικοῦ σώματος. Κηρύττουσιν οὗτοι ὅτι δὲν ἀνέχονται κυβέρνησιν αὐξάνουσαν τὴν σύγχυσιν καὶ ἐξανέλθουσιν καὶ μάζαν τὴν ἰχμάδα τοῦ στρατοῦ. xyxy=(716,993,1080,1123)
article-text: Ὁ ἰατρὸς Ἀντωνάκης ἐθεωρεῖτο ὑπὸ τῶν ἐνταῦθα ἐχθρῶν αὐτοῦ ὡς εἷς ἐκ τῶν κατασκόπων τῆς ὑπηρεσίας τῆς «Ἑνώσεως καὶ Προόδου» καὶ τῆς Κυβερνήσεως. xyxy=(242,1068,467,1179)
section-heading: ΤΟ ΔΙΑΨΕΥΔΟΥΝ xyxy=(288,177,422,196)
subheadline-officers: ΚΑΙ ΟΙ ΑΞΙΩΜΑΤΙΚΟΙ xyxy=(790,245,1005,268)
column-1 xyxy=(7,53,467,2449)
source-signature: «Πεσταίου Λόιδ» xyxy=(1362,914,1477,929)
divider xyxy=(1087,937,1477,939)
column-4 xyxy=(1087,54,1477,2017)
ad-name: Ε. ΓΟΡΔΟΤ & ΤΙΟΤ xyxy=(1183,1471,1381,1494)
masthead xyxy=(0,0,1484,46)
lower-section xyxy=(716,1161,1080,2469)
article-albanian xyxy=(7,1816,467,2455)
source-signature: «Ν. Ἐλ. Τύπος» xyxy=(976,685,1080,701)
section-heading: Η Α' ΜΕΡΑΡΧΙΑ xyxy=(530,103,652,122)
telegraphic-bulletin-banner: ΤΗΛΕΓΡΑΦΙΚΟΝ ΔΕΛΤΙΟΝ xyxy=(716,54,1080,130)
divider xyxy=(1087,1121,1477,1122)
article-text: Καὶ ὁ ἀνταποκριτὴς ἐκκολουθεῖ: Καὶ οἱ μέχρι τοῦδε ἐνόρκως τῶν ἐπαναστάσεων εἰς τὴν κατάστασιν τῆς «Ἐνώσεως καὶ Προόδου» καὶ ἀναστήλωσιν τῆς «Ἐλευθερίας καὶ Συνεννοήσεως», τὸ ὁποῖον κατ' αὐτοὺς θὰ παύσῃ πᾶσαν ἐχθρότητα. Ἐγνώριζον ὅτι διὰ τῶν μεταρρυθμίσεων, τὰ ὁποῖα ἀπεφάσισε ἡ «Ἕνωσις καὶ Πρόοδος» θὰ διεξάγετο ὁ ἀγὼν μετὰ ζήλου. Οἱ ἐπαναστάται μὴ ἐπιτυχόντες τοῦ σκοπουμένου ζητοῦν ἤδη τὴν ἐπικράτησιν τῆς «Ἐλευθερίας καὶ Συνεννοήσεως». Ἐὰν ἡ Κυβέρνησις δὲν ἤθελε λάβῃ τὰ κατάλληλα μέτρα τότε οἱ Ἀλβανοὶ ἐνθαρρυνόμενοι ἐκ τῆς διαγωγῆς μερικῶν ἀξιωματικῶν τῆς πρώτης μεραρχίας θὰ ἀποθρασυνθῶσι. xyxy=(475,360,707,790)
